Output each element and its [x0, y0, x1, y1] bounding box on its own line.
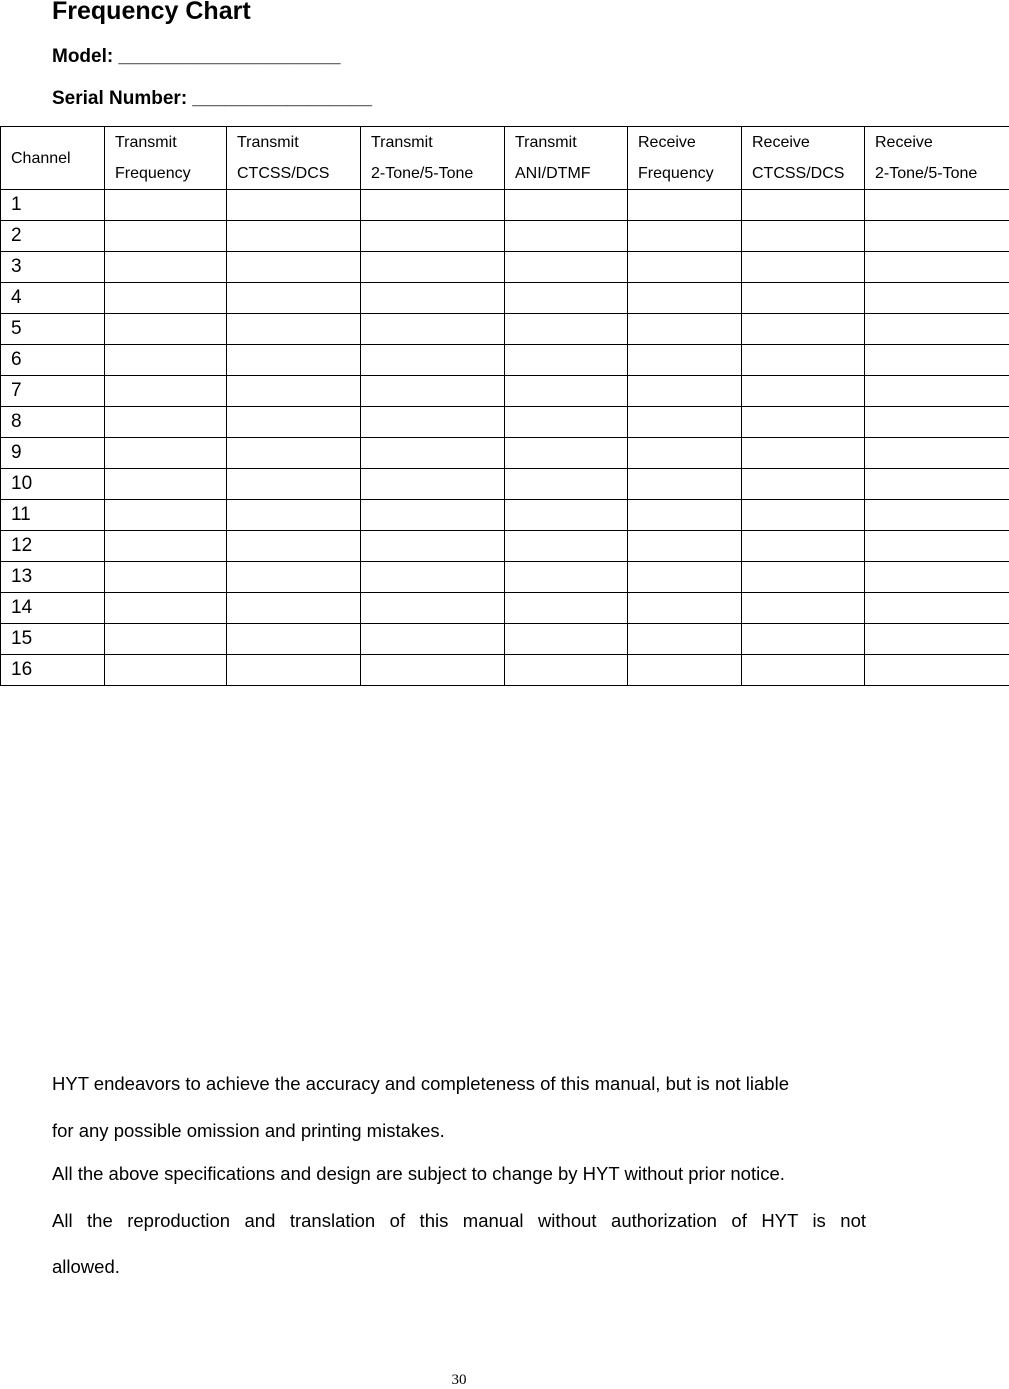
entry-cell [505, 500, 628, 531]
entry-cell [105, 345, 227, 376]
table-row [1, 500, 1009, 531]
column-header-label: 2-Tone/5-Tone [371, 158, 504, 189]
channel-cell: 14 [1, 593, 105, 624]
column-header [227, 127, 361, 190]
entry-cell [361, 190, 505, 221]
entry-cell [105, 438, 227, 469]
table-row [1, 624, 1009, 655]
entry-cell [505, 252, 628, 283]
entry-cell [227, 469, 361, 500]
disclaimer-line: for any possible omission and printing mistakes. [52, 1120, 866, 1142]
entry-cell [105, 593, 227, 624]
entry-cell [227, 376, 361, 407]
entry-cell [361, 252, 505, 283]
disclaimer-line: All the above specifications and design are subject to change by HYT without prior notice. [52, 1163, 866, 1185]
entry-cell [505, 469, 628, 500]
entry-cell [505, 655, 628, 686]
entry-cell [361, 345, 505, 376]
column-header-label: 2-Tone/5-Tone [875, 158, 1009, 189]
entry-cell [227, 593, 361, 624]
entry-cell [505, 438, 628, 469]
entry-cell [865, 531, 1009, 562]
entry-cell [105, 221, 227, 252]
entry-cell [628, 252, 742, 283]
entry-cell [227, 283, 361, 314]
entry-cell [742, 624, 865, 655]
entry-cell [361, 500, 505, 531]
entry-cell [105, 376, 227, 407]
frequency-chart-table [0, 126, 1009, 686]
entry-cell [628, 655, 742, 686]
entry-cell [628, 376, 742, 407]
column-header-label: Frequency [115, 158, 226, 189]
entry-cell [865, 252, 1009, 283]
disclaimer-line: All the reproduction and translation of this manual without authorization of HYT is not [52, 1210, 866, 1232]
entry-cell [105, 314, 227, 345]
entry-cell [865, 655, 1009, 686]
entry-cell [227, 438, 361, 469]
entry-cell [742, 190, 865, 221]
channel-cell: 16 [1, 655, 105, 686]
entry-cell [742, 345, 865, 376]
entry-cell [227, 221, 361, 252]
channel-cell: 15 [1, 624, 105, 655]
entry-cell [865, 407, 1009, 438]
table-row [1, 283, 1009, 314]
entry-cell [361, 593, 505, 624]
table-row [1, 190, 1009, 221]
column-header [742, 127, 865, 190]
entry-cell [742, 283, 865, 314]
entry-cell [742, 252, 865, 283]
channel-cell: 5 [1, 314, 105, 345]
entry-cell [227, 531, 361, 562]
table-row [1, 314, 1009, 345]
entry-cell [505, 221, 628, 252]
entry-cell [628, 314, 742, 345]
table-row [1, 562, 1009, 593]
entry-cell [505, 345, 628, 376]
table-row [1, 593, 1009, 624]
entry-cell [628, 407, 742, 438]
entry-cell [361, 376, 505, 407]
entry-cell [227, 624, 361, 655]
entry-cell [865, 283, 1009, 314]
model-field: Model: _____________________ [52, 46, 340, 68]
disclaimer-line: allowed. [52, 1256, 866, 1278]
entry-cell [628, 593, 742, 624]
entry-cell [505, 314, 628, 345]
table-row [1, 531, 1009, 562]
entry-cell [865, 221, 1009, 252]
entry-cell [505, 376, 628, 407]
entry-cell [505, 593, 628, 624]
entry-cell [505, 624, 628, 655]
column-header-label: Transmit [237, 127, 360, 158]
column-header-label: Transmit [515, 127, 627, 158]
entry-cell [865, 345, 1009, 376]
entry-cell [742, 221, 865, 252]
entry-cell [742, 655, 865, 686]
entry-cell [628, 562, 742, 593]
entry-cell [361, 531, 505, 562]
column-header-label: Transmit [115, 127, 226, 158]
column-header-label: CTCSS/DCS [237, 158, 360, 189]
entry-cell [865, 438, 1009, 469]
entry-cell [361, 469, 505, 500]
entry-cell [227, 190, 361, 221]
entry-cell [227, 345, 361, 376]
table-row [1, 407, 1009, 438]
entry-cell [742, 562, 865, 593]
table-row [1, 252, 1009, 283]
channel-cell: 3 [1, 252, 105, 283]
entry-cell [361, 624, 505, 655]
channel-cell: 9 [1, 438, 105, 469]
entry-cell [628, 469, 742, 500]
column-header [865, 127, 1009, 190]
entry-cell [865, 314, 1009, 345]
entry-cell [227, 500, 361, 531]
page-number: 30 [0, 1372, 918, 1389]
table-row [1, 655, 1009, 686]
entry-cell [361, 655, 505, 686]
entry-cell [742, 314, 865, 345]
entry-cell [505, 190, 628, 221]
entry-cell [227, 407, 361, 438]
column-header [361, 127, 505, 190]
column-header-label: Receive [752, 127, 864, 158]
entry-cell [105, 469, 227, 500]
entry-cell [865, 500, 1009, 531]
channel-cell: 12 [1, 531, 105, 562]
entry-cell [628, 283, 742, 314]
entry-cell [628, 438, 742, 469]
column-header [105, 127, 227, 190]
table-header-row [1, 127, 1009, 190]
entry-cell [628, 221, 742, 252]
channel-cell: 11 [1, 500, 105, 531]
entry-cell [628, 345, 742, 376]
column-header [628, 127, 742, 190]
column-header-label: Receive [638, 127, 741, 158]
column-header-label: Transmit [371, 127, 504, 158]
column-header-label: Receive [875, 127, 1009, 158]
entry-cell [865, 562, 1009, 593]
entry-cell [742, 407, 865, 438]
channel-cell: 13 [1, 562, 105, 593]
entry-cell [628, 190, 742, 221]
entry-cell [105, 562, 227, 593]
disclaimer-line: HYT endeavors to achieve the accuracy and completeness of this manual, but is not liable [52, 1073, 866, 1095]
entry-cell [361, 562, 505, 593]
table-row [1, 469, 1009, 500]
page-title: Frequency Chart [52, 0, 251, 26]
entry-cell [505, 283, 628, 314]
entry-cell [361, 438, 505, 469]
entry-cell [105, 624, 227, 655]
entry-cell [865, 624, 1009, 655]
entry-cell [742, 593, 865, 624]
table-row [1, 376, 1009, 407]
entry-cell [865, 469, 1009, 500]
entry-cell [742, 376, 865, 407]
entry-cell [865, 593, 1009, 624]
column-header [1, 127, 105, 190]
entry-cell [105, 407, 227, 438]
entry-cell [105, 500, 227, 531]
channel-cell: 4 [1, 283, 105, 314]
entry-cell [865, 376, 1009, 407]
entry-cell [105, 283, 227, 314]
column-header [505, 127, 628, 190]
entry-cell [105, 531, 227, 562]
entry-cell [742, 469, 865, 500]
entry-cell [227, 314, 361, 345]
column-header-label: Channel [11, 143, 104, 174]
channel-cell: 1 [1, 190, 105, 221]
entry-cell [361, 221, 505, 252]
entry-cell [227, 655, 361, 686]
entry-cell [742, 500, 865, 531]
entry-cell [742, 531, 865, 562]
serial-number-field: Serial Number: _________________ [52, 88, 372, 110]
entry-cell [361, 283, 505, 314]
table-row [1, 221, 1009, 252]
channel-cell: 8 [1, 407, 105, 438]
entry-cell [105, 655, 227, 686]
entry-cell [505, 531, 628, 562]
column-header-label: ANI/DTMF [515, 158, 627, 189]
table-row [1, 345, 1009, 376]
entry-cell [105, 190, 227, 221]
column-header-label: CTCSS/DCS [752, 158, 864, 189]
entry-cell [105, 252, 227, 283]
entry-cell [505, 407, 628, 438]
entry-cell [227, 252, 361, 283]
entry-cell [865, 190, 1009, 221]
entry-cell [628, 624, 742, 655]
channel-cell: 7 [1, 376, 105, 407]
table-row [1, 438, 1009, 469]
channel-cell: 6 [1, 345, 105, 376]
table-body [1, 190, 1009, 686]
channel-cell: 10 [1, 469, 105, 500]
column-header-label: Frequency [638, 158, 741, 189]
entry-cell [361, 314, 505, 345]
entry-cell [227, 562, 361, 593]
entry-cell [505, 562, 628, 593]
entry-cell [628, 531, 742, 562]
channel-cell: 2 [1, 221, 105, 252]
entry-cell [361, 407, 505, 438]
entry-cell [628, 500, 742, 531]
entry-cell [742, 438, 865, 469]
